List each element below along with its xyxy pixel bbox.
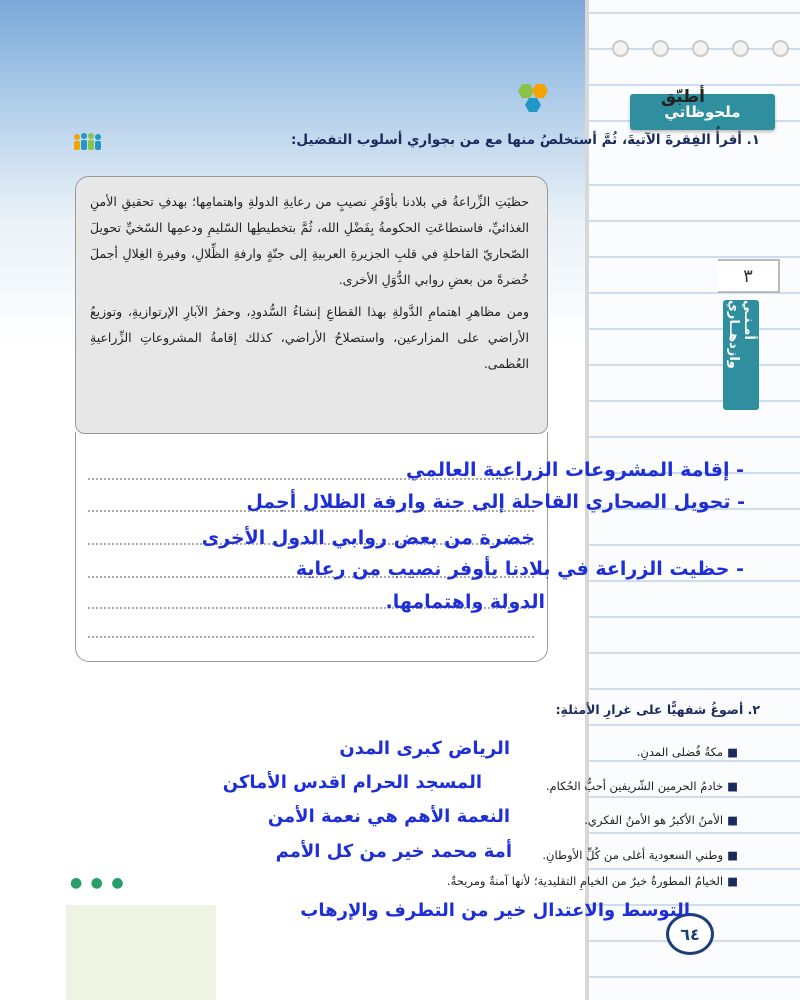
green-dots-decor: ● ● ● (70, 875, 126, 891)
section-title: أطبّق (660, 87, 705, 107)
group-work-icon (72, 131, 102, 153)
example-item: ■الخيامُ المطورةُ خيرٌ من الخيامِ التقليدية؛ لأنها آمنةٌ ومريحةٌ. (446, 874, 738, 888)
example-text: خادمُ الحرمين الشّريفين أحبُّ الحُكام. (545, 779, 724, 793)
dotted-line (88, 636, 534, 638)
binder-ring (692, 40, 709, 57)
handwritten-answer: الرياض كبرى المدن (339, 738, 510, 759)
example-item: ■الأمنُ الأكبرُ هو الأمنُ الفكري. (584, 813, 738, 827)
handwritten-answer: الدولة واهتمامها. (385, 591, 545, 613)
binder-ring (732, 40, 749, 57)
example-text: وطني السعودية أغلى من كُلِّ الأوطانِ. (542, 848, 724, 862)
page-number: ٦٤ (666, 913, 714, 955)
handwritten-answer: أمة محمد خير من كل الأمم (275, 841, 512, 862)
unit-title: أمـنـي وازدهــاري (726, 300, 756, 369)
example-item: ■وطني السعودية أغلى من كُلِّ الأوطانِ. (542, 848, 738, 862)
handwritten-answer: - حظيت الزراعة في بلادنا بأوفر نصيب من رعاية (295, 558, 744, 580)
binder-ring (652, 40, 669, 57)
handwritten-answer: النعمة الأهم هي نعمة الأمن (267, 806, 510, 827)
example-text: الخيامُ المطورةُ خيرٌ من الخيامِ التقليدية؛ لأنها آمنةٌ ومريحةٌ. (446, 874, 724, 888)
green-decor-block (66, 905, 216, 1000)
example-text: مكةُ فُضلى المدنِ. (636, 745, 724, 759)
handwritten-answer: التوسط والاعتدال خير من التطرف والإرهاب (300, 900, 690, 921)
handwritten-answer: - إقامة المشروعات الزراعية العالمي (405, 459, 744, 481)
question-1: ١. أقرأُ الفِقرةَ الآتيةَ، ثُمَّ أستخلصُ منها مع من بجواري أسلوب التفضيل: (291, 132, 760, 148)
handwritten-answer: المسجد الحرام اقدس الأماكن (222, 772, 482, 793)
notes-tab: ملحوظاتي (630, 94, 775, 130)
example-item: ■خادمُ الحرمين الشّريفين أحبُّ الحُكام. (545, 779, 738, 793)
binder-ring (612, 40, 629, 57)
unit-number: ٣ (718, 259, 780, 293)
unit-title-tab (723, 300, 759, 410)
hexagons-icon (512, 82, 552, 116)
reading-passage (75, 176, 548, 434)
example-item: ■مكةُ فُضلى المدنِ. (636, 745, 738, 759)
binder-ring (772, 40, 789, 57)
passage-paragraph: ومن مظاهرِ اهتمامِ الدَّولةِ بهذا القطاعِ إنشاءُ السُّدودِ، وحفرُ الآبارِ الإرتوازيةِ، وتوزيعُ الأراضي على المزارعين، واستصلاحُ الأراضي، كذلك إقامةُ المشروعاتِ الزِّراعيةِ العُظمى. (90, 304, 529, 371)
handwritten-answer: خضرة من بعض روابي الدول الأخرى (201, 527, 535, 549)
example-text: الأمنُ الأكبرُ هو الأمنُ الفكري. (584, 813, 724, 827)
question-2: ٢. أصوغُ شفهيًّا على غرارِ الأمثلةِ: (555, 702, 760, 717)
handwritten-answer: - تحويل الصحاري القاحلة إلى جنة وارفة الظلال أجمل (246, 491, 745, 513)
passage-paragraph: حظيَتِ الزِّراعةُ في بلادنا بأوْفَرِ نصيبٍ من رعايةِ الدولةِ واهتمامِها؛ بهدفِ تحقيقِ الأمنِ الغذائيِّ، فاستطاعَتِ الحكومةُ بِفَضْلِ الله، ثُمَّ بتخطيطِها السّليمِ ودعمِها السّخيِّ تحويلَ الصّحاريّ القاحلةِ في قلبِ الجزيرةِ العربيةِ إلى جنّةٍ وارفةِ الظِّلالِ، وفيرةِ الغِلالِ أجملَ خُضرةً من بعضِ روابي الدُّوَلِ الأخرى. (90, 194, 529, 287)
